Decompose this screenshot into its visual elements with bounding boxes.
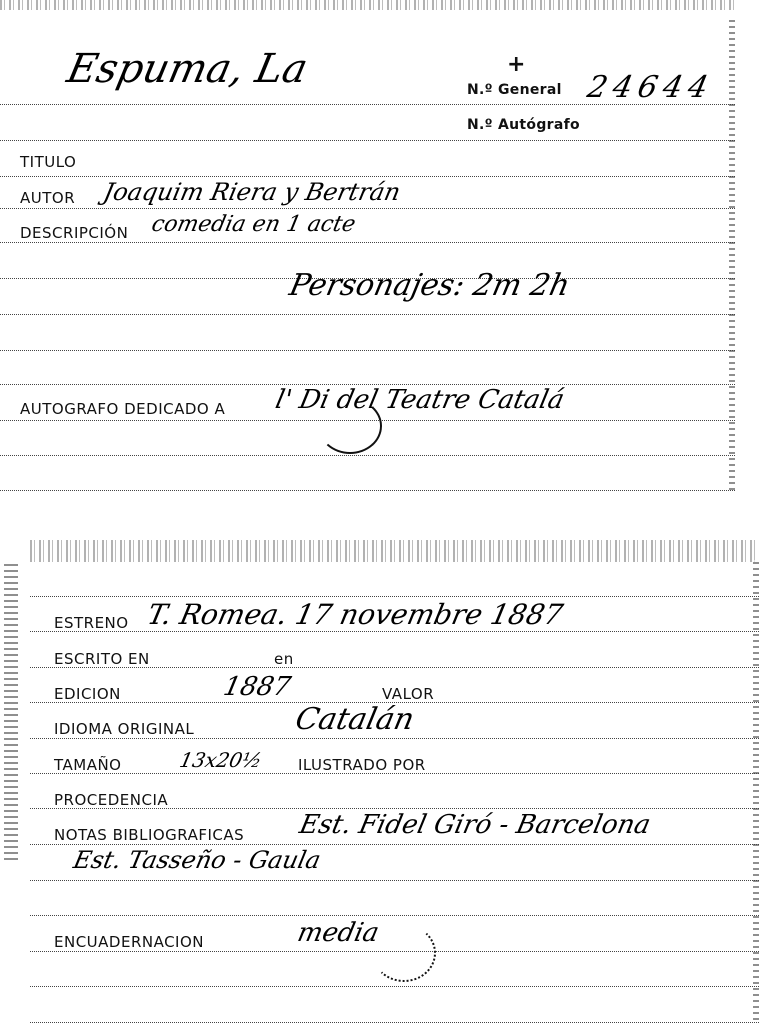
autografo-label: AUTOGRAFO DEDICADO A xyxy=(20,400,226,418)
escrito-en-label: en xyxy=(274,650,294,668)
ilustrado-label: ILUSTRADO POR xyxy=(298,756,426,774)
notas-label: NOTAS BIBLIOGRAFICAS xyxy=(54,826,245,844)
personajes-value: Personajes: 2m 2h xyxy=(286,268,573,303)
no-general-label: N.º General xyxy=(467,82,562,98)
no-autografo-label: N.º Autógrafo xyxy=(467,117,580,133)
cross-mark: + xyxy=(507,52,526,77)
edicion-label: EDICION xyxy=(54,685,121,703)
estreno-value: T. Romea. 17 novembre 1887 xyxy=(144,598,566,631)
scan-noise-top xyxy=(0,0,735,10)
seal-stamp-bottom xyxy=(372,924,436,982)
titulo-label: TITULO xyxy=(20,153,77,171)
valor-label: VALOR xyxy=(382,685,435,703)
autor-label: AUTOR xyxy=(20,189,76,207)
tamano-label: TAMAÑO xyxy=(54,756,122,774)
idioma-value: Catalán xyxy=(292,702,418,737)
autografo-value: l' Di del Teatre Catalá xyxy=(272,385,567,415)
notas-value: Est. Fidel Giró - Barcelona xyxy=(296,810,654,840)
title-handwritten: Espuma, La xyxy=(63,46,312,92)
descripcion-label: DESCRIPCIÓN xyxy=(20,224,129,242)
card-edge-left xyxy=(4,560,18,860)
procedencia-label: PROCEDENCIA xyxy=(54,791,169,809)
autor-value: Joaquim Riera y Bertrán xyxy=(101,178,403,206)
tamano-value: 13x20½ xyxy=(177,748,265,772)
catalog-card-bottom xyxy=(30,540,759,1028)
encuadernacion-value: media xyxy=(294,918,382,948)
escrito-label: ESCRITO EN xyxy=(54,650,150,668)
seal-stamp-top xyxy=(318,398,382,454)
no-general-value: 24644 xyxy=(584,70,718,105)
encuadernacion-label: ENCUADERNACION xyxy=(54,933,205,951)
estreno-label: ESTRENO xyxy=(54,614,129,632)
scan-noise-bottom xyxy=(30,540,759,562)
edicion-value: 1887 xyxy=(220,672,294,702)
descripcion-value: comedia en 1 acte xyxy=(149,212,358,237)
catalog-card-top xyxy=(0,0,735,492)
notas-value-2: Est. Tasseño - Gaula xyxy=(71,846,324,874)
idioma-label: IDIOMA ORIGINAL xyxy=(54,720,195,738)
